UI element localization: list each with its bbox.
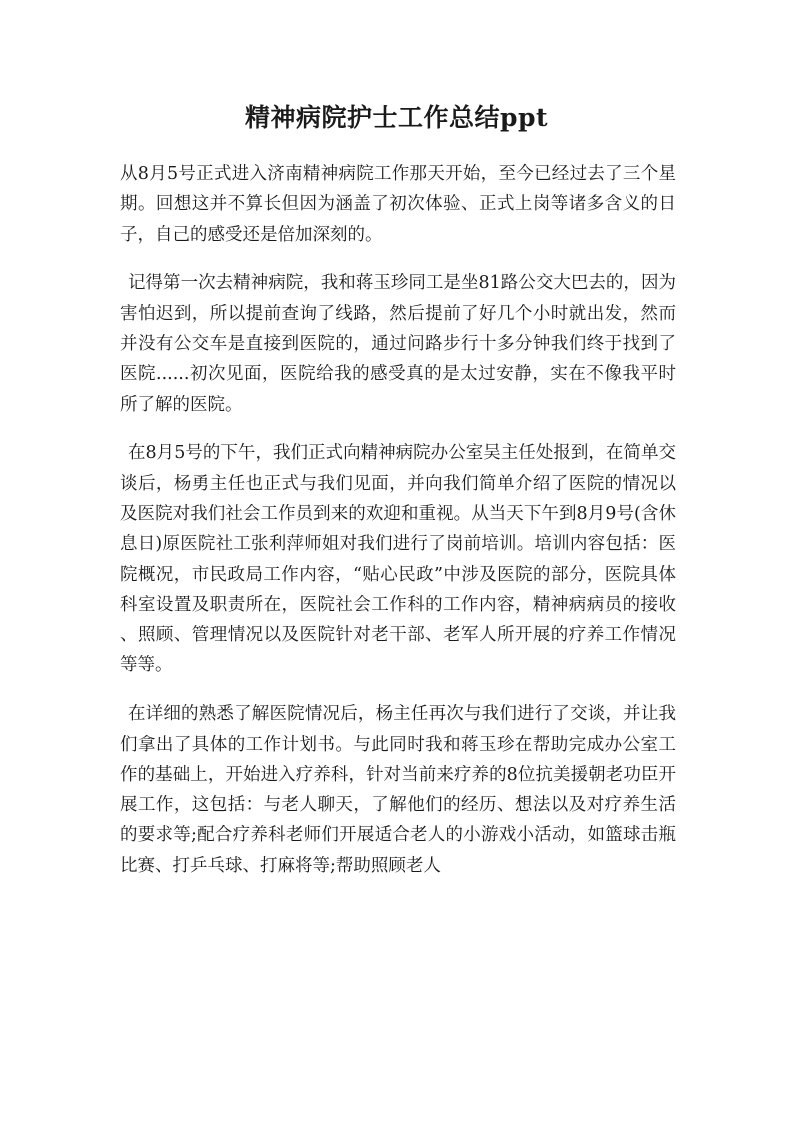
paragraph-4: 在详细的熟悉了解医院情况后，杨主任再次与我们进行了交谈，并让我们拿出了具体的工作计划书。与此同时我和蒋玉珍在帮助完成办公室工作的基础上，开始进入疗养科，针对当前来疗养的8位抗美援朝老功臣开展工作，这包括：与老人聊天，了解他们的经历、想法以及对疗养生活的要求等;配合疗养科老师们开展适合老人的小游戏小活动，如篮球击瓶比赛、打乒乓球、打麻将等;帮助照顾老人 <box>120 704 676 876</box>
paragraph-1: 从8月5号正式进入济南精神病院工作那天开始，至今已经过去了三个星期。回想这并不算长但因为涵盖了初次体验、正式上岗等诸多含义的日子，自己的感受还是倍加深刻的。 <box>120 164 676 245</box>
document-title: 精神病院护士工作总结ppt <box>244 103 548 132</box>
document-body <box>120 159 676 900</box>
paragraph-3: 在8月5号的下午，我们正式向精神病院办公室吴主任处报到，在简单交谈后，杨勇主任也正式与我们见面，并向我们简单介绍了医院的情况以及医院对我们社会工作员到来的欢迎和重视。从当天下午到8月9号(含休息日)原医院社工张利萍师姐对我们进行了岗前培训。培训内容包括：医院概况，市民政局工作内容，“贴心民政”中涉及医院的部分，医院具体科室设置及职责所在，医院社会工作科的工作内容，精神病病员的接收、照顾、管理情况以及医院针对老干部、老军人所开展的疗养工作情况等等。 <box>120 443 676 676</box>
paragraph-2: 记得第一次去精神病院，我和蒋玉珍同工是坐81路公交大巴去的，因为害怕迟到，所以提前查询了线路，然后提前了好几个小时就出发，然而并没有公交车是直接到医院的，通过问路步行十多分钟我们终于找到了医院......初次见面，医院给我的感受真的是太过安静，实在不像我平时所了解的医院。 <box>120 273 676 415</box>
